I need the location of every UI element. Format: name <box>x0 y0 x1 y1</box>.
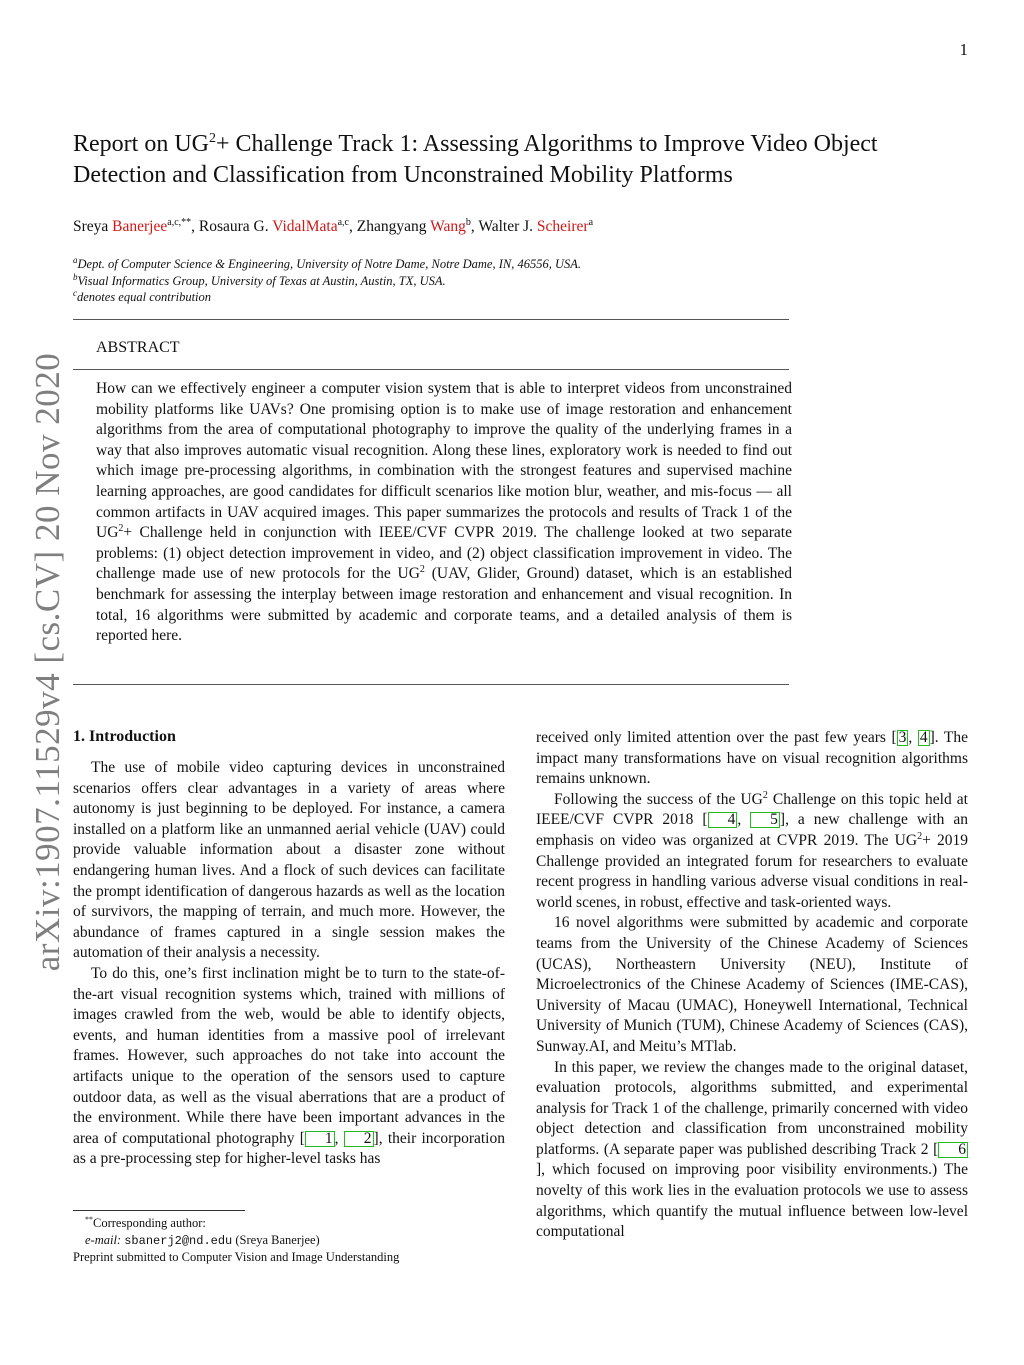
divider-rule <box>73 319 789 320</box>
divider-rule <box>73 369 789 370</box>
paragraph <box>536 1058 968 1243</box>
affiliation-line <box>73 273 581 290</box>
author-affiliation-mark: b <box>465 217 471 228</box>
paragraph-text: Following the success of the UG <box>554 790 763 808</box>
abstract-part: + Challenge held in conjunction with IEEE/CVF CVPR 2019. The challenge looked at two separate problems: (1) object detection improvement in video, and (2) object classification improvement in video. The challenge made use of new protocols for the UG <box>96 524 792 583</box>
affiliation-mark: a <box>73 255 78 265</box>
superscript: 2 <box>762 789 768 801</box>
citation-link[interactable]: 3 <box>898 729 907 746</box>
title-sup: 2 <box>208 131 216 146</box>
author-surname-link[interactable]: Banerjee <box>112 218 168 235</box>
citation-link[interactable]: 4 <box>919 729 928 746</box>
paragraph-text: ]. The impact many transformations have on visual recognition algorithms remains unknown. <box>536 729 969 788</box>
paragraph-text: received only limited attention over the past few years [ <box>536 729 897 746</box>
affiliation-text: denotes equal contribution <box>77 290 212 304</box>
paragraph: To do this, one’s first inclination might be to turn to the state-of-the-art visual recognition systems which, trained with millions of images crawled from the web, would be able to identify objects, events, and human identities from a massive pool of irrelevant frames. However, such approaches do not take into account the artifacts unique to the operation of the sensors used to capture outdoor data, as well as the visual aberrations that are a product of the environment. While there have been important advances in the area of computational photography [ 1 , 2 ], their incorporation as a pre-processing step for higher-level tasks has <box>73 964 505 1168</box>
corresponding-author-note <box>73 1215 399 1232</box>
citation-link[interactable]: 5 <box>750 812 780 828</box>
author-affiliation-mark: a,c <box>337 217 349 228</box>
paragraph: received only limited attention over the past few years [ 3 , 4 ]. The impact many transformations have on visual recognition algorithms remains unknown. <box>536 729 969 788</box>
abstract-text <box>96 379 792 647</box>
abstract-heading: ABSTRACT <box>96 339 180 356</box>
affiliation-text: Dept. of Computer Science & Engineering, University of Notre Dame, Notre Dame, IN, 46556, USA. <box>77 257 582 271</box>
page-number: 1 <box>959 40 968 59</box>
paragraph: 16 novel algorithms were submitted by academic and corporate teams from the University of the Chinese Academy of Sciences (UCAS), Northeastern University (NEU), Institute of Microelectronics of the Chinese Academy of Sciences (IME-CAS), University of Macau (UMAC), Honeywell International, Technical University of Munich (TUM), Chinese Academy of Sciences (CAS), Sunway.AI, and Meitu’s MTlab. <box>536 914 968 1055</box>
citation-link[interactable]: 6 <box>938 1142 968 1158</box>
superscript: 2 <box>118 523 124 535</box>
author-surname-link[interactable]: VidalMata <box>272 218 338 235</box>
footnote-mark: ** <box>85 1215 93 1224</box>
author-affiliation-mark: a <box>588 217 594 228</box>
author-given: Rosaura G. <box>198 218 273 235</box>
arxiv-stamp: arXiv:1907.11529v4 [cs.CV] 20 Nov 2020 <box>28 352 67 972</box>
section-heading: 1. Introduction <box>73 728 176 745</box>
paper-title <box>73 129 953 191</box>
paragraph: The use of mobile video capturing devices in unconstrained scenarios offers clear advantages in a variety of areas where autonomy is just beginning to be deployed. For instance, a camera installed on a platform like an unmanned aerial vehicle (UAV) could provide valuable information about a disaster zone without endangering human lives. And a flock of such devices can facilitate the prompt identification of dangerous hazards as well as the location of survivors, the mapping of terrain, and much more. However, the abundance of frames captured in a single session makes the automation of their analysis a necessity. <box>73 759 505 962</box>
citation-link[interactable]: 2 <box>344 1131 374 1147</box>
paragraph: Following the success of the $UG^2$ Challenge on this topic held at IEEE/CVF CVPR 2018 [ 4 , 5 ], a new challenge with an emphasis on video was organized at CVPR 2019. The $UG^2+ 2019$ Challenge provided an integrated forum for researchers to evaluate recent progress in handling various adverse visual conditions in real-world scenes, in robust, effective and task-oriented ways. <box>536 789 969 911</box>
preprint-note: Preprint submitted to Computer Vision and Image Understanding <box>73 1250 400 1264</box>
paragraph-text: ], a new challenge with an emphasis on video was organized at CVPR 2019. The UG <box>536 811 969 849</box>
affiliation-mark: b <box>73 271 78 282</box>
affiliation-line <box>73 256 581 273</box>
citation-link[interactable]: 4 <box>708 812 738 828</box>
superscript: 2 <box>917 830 923 842</box>
divider-rule <box>73 684 789 685</box>
paragraph-text: ], their incorporation as a pre-processing step for higher-level tasks has <box>73 1129 505 1168</box>
affiliation-mark: c <box>73 288 77 298</box>
paragraph-text: ], which focused on improving poor visibility environments.) The novelty of this work lies in the evaluation protocols we use to assess algorithms, which quantify the mutual influence between low-level computational <box>536 1161 968 1241</box>
author-list: Sreya Banerjee$^{a,c,**}$, Rosaura G. VidalMata$^{a,c}$, Zhangyang Wang$^b$, Walter J. Scheirer$^a$ <box>73 217 594 235</box>
abstract-part: How can we effectively engineer a computer vision system that is able to interpret videos from unconstrained mobility platforms like UAVs? One promising option is to make use of image restoration and enhancement algorithms from the area of computational photography to improve the quality of the underlying frames in a way that also improves automatic visual recognition. Along these lines, exploratory work is needed to find out which image pre-processing algorithms, in combination with the strongest features and supervised machine learning approaches, are good candidates for difficult scenarios like motion blur, weather, and mis-focus — all common artifacts in UAV acquired images. This paper summarizes the protocols and results of Track 1 of the UG <box>96 380 792 542</box>
paragraph-text: To do this, one’s first inclination might be to turn to the state-of-the-art visual recognition systems which, trained with millions of images crawled from the web, would be able to identify objects, events, and human identities from a massive pool of irrelevant frames. However, such approaches do not take into account the artifacts unique to the operation of the sensors used to capture outdoor data, as well as the visual aberrations that are a product of the environment. While there have been important advances in the area of computational photography [ <box>73 964 505 1147</box>
right-column <box>536 728 968 1243</box>
title-part1: Report on UG <box>73 131 209 157</box>
email-address[interactable]: sbanerj2@nd.edu <box>124 1233 233 1248</box>
affiliation-text: Visual Informatics Group, University of Texas at Austin, Austin, TX, USA. <box>77 273 446 288</box>
paragraph-text: + 2019 Challenge provided an integrated forum for researchers to evaluate recent progress in handling various adverse visual conditions in real-world scenes, in robust, effective and task-oriented ways. <box>536 831 968 911</box>
abstract-part: (UAV, Glider, Ground) dataset, which is an established benchmark for assessing the interplay between image restoration and enhancement and visual recognition. In total, 16 algorithms were submitted by academic and corporate teams, and a detailed analysis of them is reported here. <box>96 565 792 645</box>
footnote-label: Corresponding author: <box>93 1216 206 1230</box>
footnotes <box>73 1215 399 1266</box>
author-surname-link[interactable]: Wang <box>430 218 466 235</box>
email-label: e-mail: <box>85 1232 122 1247</box>
affiliation-line <box>73 289 581 306</box>
email-owner: (Sreya Banerjee) <box>235 1232 320 1247</box>
author-given: Zhangyang <box>356 218 431 235</box>
superscript: 2 <box>419 564 425 576</box>
author-given: Walter J. <box>478 218 537 235</box>
footnote-rule <box>73 1210 245 1211</box>
author-surname-link[interactable]: Scheirer <box>536 218 589 235</box>
affiliations <box>73 256 581 306</box>
left-column <box>73 758 505 1170</box>
author-affiliation-mark: a,c,** <box>167 217 192 228</box>
email-line <box>73 1232 399 1250</box>
paragraph-text: In this paper, we review the changes made to the original dataset, evaluation protocols, algorithms submitted, and experimental analysis for Track 1 of the challenge, primarily concerned with video object detection and classification from unconstrained mobility platforms. (A separate paper was published describing Track 2 [ <box>536 1058 968 1158</box>
title-part2: + Challenge Track 1: Assessing Algorithms to Improve Video Object Detection and Classification from Unconstrained Mobility Platforms <box>73 131 878 188</box>
citation-link[interactable]: 1 <box>305 1131 335 1147</box>
author-given: Sreya <box>73 218 113 235</box>
paragraph-text: Challenge on this topic held at IEEE/CVF CVPR 2018 [ <box>536 790 968 829</box>
